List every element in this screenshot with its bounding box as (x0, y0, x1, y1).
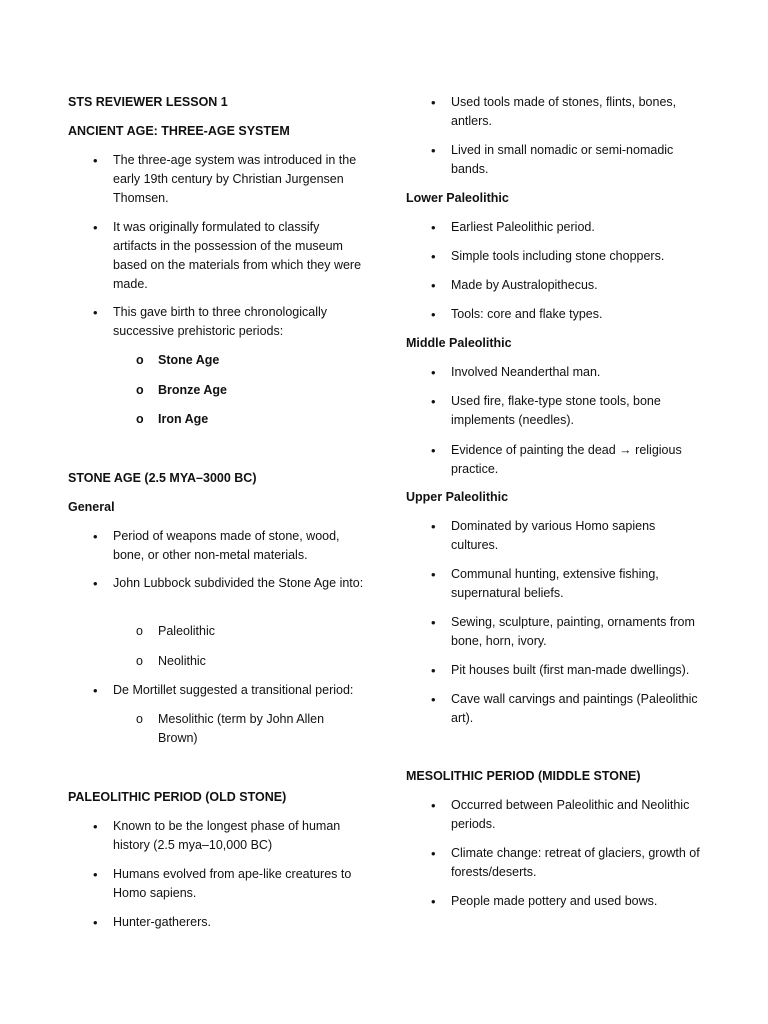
list-item: o Neolithic (158, 652, 358, 671)
bullet-icon: • (431, 692, 436, 707)
list-item: • Evidence of painting the dead → religious practice. (431, 443, 682, 476)
list-item: o Iron Age (158, 410, 358, 429)
bullet-icon: • (431, 394, 436, 409)
list-item: o Bronze Age (158, 381, 358, 400)
circle-bullet-icon: o (136, 383, 144, 397)
bullet-icon: • (431, 798, 436, 813)
bullet-icon: • (431, 567, 436, 582)
bullet-icon: • (431, 846, 436, 861)
list-item: • Tools: core and flake types. (431, 307, 603, 322)
mesolithic-heading: MESOLITHIC PERIOD (MIDDLE STONE) (406, 769, 641, 783)
list-item: • Occurred between Paleolithic and Neolithic periods. (431, 798, 690, 831)
bullet-icon: • (431, 143, 436, 158)
list-item: • Sewing, sculpture, painting, ornaments from bone, horn, ivory. (431, 615, 695, 648)
middle-paleolithic-heading: Middle Paleolithic (406, 336, 512, 350)
bullet-icon: • (93, 915, 98, 930)
bullet-icon: • (431, 278, 436, 293)
upper-paleolithic-heading: Upper Paleolithic (406, 490, 509, 504)
list-item: • Communal hunting, extensive fishing, supernatural beliefs. (431, 567, 659, 600)
bullet-icon: • (93, 529, 98, 544)
paleolithic-heading: PALEOLITHIC PERIOD (OLD STONE) (68, 790, 287, 804)
ancient-age-heading: ANCIENT AGE: THREE-AGE SYSTEM (68, 124, 290, 138)
list-item: • Humans evolved from ape-like creatures to Homo sapiens. (93, 867, 352, 900)
bullet-icon: • (431, 519, 436, 534)
list-item: • The three-age system was introduced in the early 19th century by Christian Jurgensen Thomsen. (93, 153, 357, 205)
list-item: • Earliest Paleolithic period. (431, 220, 595, 235)
circle-bullet-icon: o (136, 712, 143, 726)
list-item: • Lived in small nomadic or semi-nomadic bands. (431, 143, 674, 176)
list-item: o Stone Age (158, 351, 358, 370)
list-item: • Dominated by various Homo sapiens cultures. (431, 519, 656, 552)
bullet-icon: • (93, 683, 98, 698)
circle-bullet-icon: o (136, 654, 143, 668)
bullet-icon: • (431, 220, 436, 235)
circle-bullet-icon: o (136, 353, 144, 367)
list-item: • John Lubbock subdivided the Stone Age into: (93, 576, 364, 591)
list-item: • People made pottery and used bows. (431, 894, 658, 909)
bullet-icon: • (431, 663, 436, 678)
list-item: • Used fire, flake-type stone tools, bone implements (needles). (431, 394, 661, 427)
list-item: • Pit houses built (first man-made dwellings). (431, 663, 690, 678)
bullet-icon: • (431, 894, 436, 909)
bullet-icon: • (431, 615, 436, 630)
general-heading: General (68, 500, 115, 514)
list-item: • Made by Australopithecus. (431, 278, 598, 293)
bullet-icon: • (431, 365, 436, 380)
circle-bullet-icon: o (136, 624, 143, 638)
stone-age-heading: STONE AGE (2.5 MYA–3000 BC) (68, 471, 257, 485)
list-item: • Used tools made of stones, flints, bones, antlers. (431, 95, 677, 128)
bullet-icon: • (93, 153, 98, 168)
bullet-icon: • (93, 220, 98, 235)
list-item: • Period of weapons made of stone, wood, bone, or other non-metal materials. (93, 529, 340, 562)
bullet-icon: • (431, 95, 436, 110)
bullet-icon: • (93, 305, 98, 320)
bullet-icon: • (431, 249, 436, 264)
document-title: STS REVIEWER LESSON 1 (68, 95, 228, 109)
lower-paleolithic-heading: Lower Paleolithic (406, 191, 509, 205)
bullet-icon: • (431, 443, 436, 458)
list-item: • De Mortillet suggested a transitional period: (93, 683, 354, 698)
list-item: • Known to be the longest phase of human history (2.5 mya–10,000 BC) (93, 819, 341, 852)
list-item: • Simple tools including stone choppers. (431, 249, 665, 264)
list-item: • It was originally formulated to classify artifacts in the possession of the museum based on the materials from which they were made. (93, 220, 362, 291)
list-item: • This gave birth to three chronologically successive prehistoric periods: (93, 305, 328, 338)
list-item: o Paleolithic (158, 622, 358, 641)
list-item: • Climate change: retreat of glaciers, growth of forests/deserts. (431, 846, 700, 879)
bullet-icon: • (93, 576, 98, 591)
circle-bullet-icon: o (136, 412, 144, 426)
list-item: o Mesolithic (term by John Allen Brown) (136, 712, 325, 745)
list-item: • Cave wall carvings and paintings (Paleolithic art). (431, 692, 698, 725)
bullet-icon: • (93, 819, 98, 834)
bullet-icon: • (93, 867, 98, 882)
list-item: • Involved Neanderthal man. (431, 365, 601, 380)
bullet-icon: • (431, 307, 436, 322)
list-item: • Hunter-gatherers. (93, 915, 211, 930)
